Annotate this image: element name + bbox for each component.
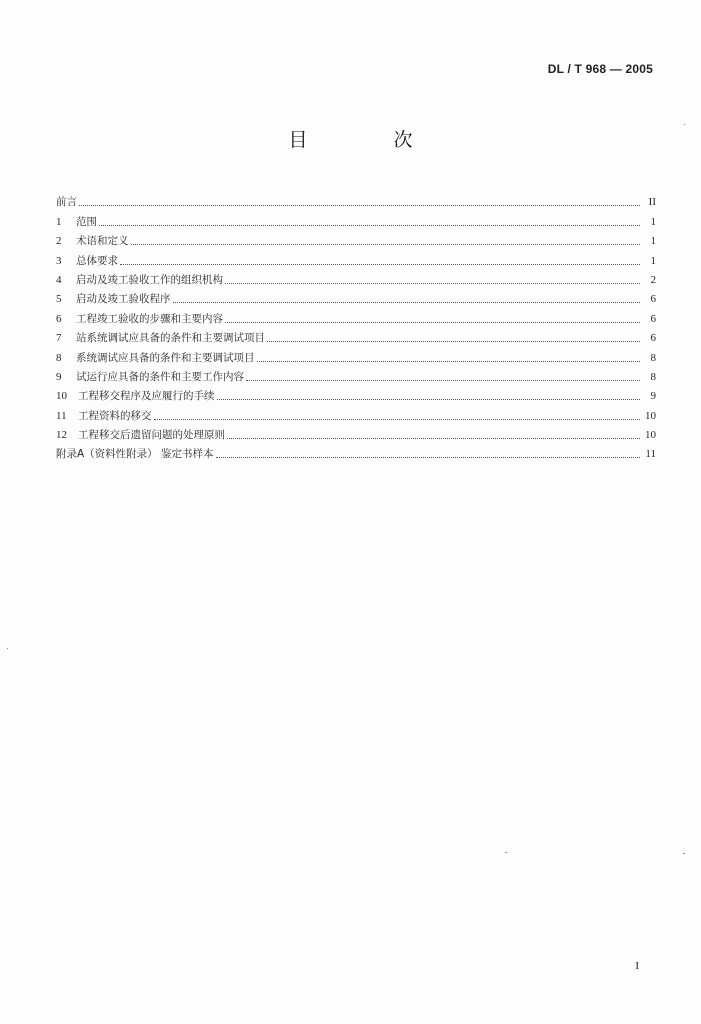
dot-leader	[225, 321, 640, 323]
toc-entry-number: 8	[56, 351, 62, 364]
toc-entry-page: 10	[645, 409, 656, 422]
toc-entry-page: 6	[650, 332, 656, 345]
toc-entry-9[interactable]	[56, 365, 656, 384]
toc-entry-label: 工程资料的移交	[78, 409, 152, 422]
toc-entry-10[interactable]	[56, 384, 656, 403]
page-number: I	[635, 960, 639, 972]
dot-leader	[227, 437, 640, 439]
toc-entry-page: 1	[650, 215, 656, 228]
toc-entry-12[interactable]	[56, 423, 656, 442]
toc-entry-number: 10	[56, 390, 67, 403]
toc-entry-number: 7	[56, 332, 62, 345]
toc-entry-label: 附录A（资料性附录） 鉴定书样本	[56, 448, 214, 461]
toc-entry-3[interactable]	[56, 248, 656, 267]
dot-leader	[217, 398, 641, 400]
toc-entry-number: 5	[56, 293, 62, 306]
toc-entry-number: 12	[56, 429, 67, 442]
toc-entry-page: 6	[650, 293, 656, 306]
dot-leader	[267, 340, 640, 342]
dot-leader	[246, 379, 640, 381]
toc-entry-label: 工程移交后遗留问题的处理原则	[78, 429, 225, 442]
toc-entry-page: 1	[650, 254, 656, 267]
toc-entry-label: 启动及竣工验收程序	[76, 293, 171, 306]
scan-speck	[7, 648, 8, 649]
toc-entry-number: 1	[56, 215, 62, 228]
toc-entry-page: 6	[650, 312, 656, 325]
toc-entry-page: 8	[650, 370, 656, 383]
toc-entry-label: 总体要求	[76, 254, 118, 267]
dot-leader	[154, 418, 641, 420]
toc-entry-8[interactable]	[56, 345, 656, 364]
toc-entry-label: 范围	[76, 215, 97, 228]
dot-leader	[99, 224, 640, 226]
scan-speck	[505, 852, 507, 853]
table-of-contents	[56, 190, 656, 461]
toc-entry-label: 前言	[56, 196, 77, 209]
dot-leader	[131, 243, 641, 245]
toc-entry-page: 11	[645, 448, 656, 461]
scan-speck	[684, 124, 685, 125]
toc-entry-2[interactable]	[56, 229, 656, 248]
toc-entry-4[interactable]	[56, 268, 656, 287]
toc-entry-page: 2	[650, 273, 656, 286]
dot-leader	[257, 360, 641, 362]
toc-entry-appendix-a[interactable]	[56, 442, 656, 461]
toc-entry-number: 9	[56, 370, 62, 383]
dot-leader	[79, 204, 640, 206]
toc-entry-label: 工程竣工验收的步骤和主要内容	[76, 312, 223, 325]
document-code: DL / T 968 — 2005	[547, 62, 653, 76]
toc-entry-11[interactable]	[56, 403, 656, 422]
toc-entry-label: 系统调试应具备的条件和主要调试项目	[76, 351, 255, 364]
scan-speck	[683, 853, 685, 854]
toc-entry-page: II	[648, 196, 656, 209]
toc-entry-number: 3	[56, 254, 62, 267]
toc-entry-7[interactable]	[56, 326, 656, 345]
toc-entry-label: 工程移交程序及应履行的手续	[78, 390, 215, 403]
dot-leader	[216, 456, 640, 458]
toc-entry-label: 站系统调试应具备的条件和主要调试项目	[76, 332, 265, 345]
dot-leader	[120, 263, 640, 265]
toc-entry-label: 试运行应具备的条件和主要工作内容	[76, 370, 244, 383]
toc-entry-number: 4	[56, 273, 62, 286]
dot-leader	[173, 301, 641, 303]
toc-entry-number: 2	[56, 235, 62, 248]
toc-entry-1[interactable]	[56, 209, 656, 228]
toc-entry-page: 8	[650, 351, 656, 364]
toc-entry-page: 9	[650, 390, 656, 403]
toc-entry-page: 10	[645, 429, 656, 442]
toc-entry-label: 术语和定义	[76, 235, 129, 248]
toc-entry-number: 11	[56, 409, 67, 422]
toc-entry-5[interactable]	[56, 287, 656, 306]
toc-entry-number: 6	[56, 312, 62, 325]
toc-entry-page: 1	[650, 235, 656, 248]
toc-entry-6[interactable]	[56, 306, 656, 325]
toc-entry-foreword[interactable]	[56, 190, 656, 209]
dot-leader	[225, 282, 640, 284]
toc-entry-label: 启动及竣工验收工作的组织机构	[76, 273, 223, 286]
page-title: 目 次	[288, 129, 453, 151]
